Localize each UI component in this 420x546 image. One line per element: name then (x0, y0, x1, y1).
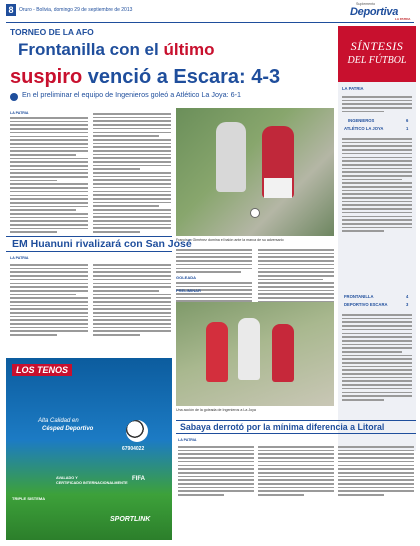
page-header (0, 0, 420, 22)
main-photo-caption: Francisco Giménez domina el balón ante la marca de su adversario (176, 238, 284, 242)
ad-tagline-2: Césped Deportivo (42, 426, 94, 432)
player-b (238, 318, 260, 380)
ad-triple-system: TRIPLE SISTEMA (12, 496, 46, 501)
ball (250, 208, 260, 218)
headline-2-text: venció a Escara: 4-3 (82, 66, 281, 88)
main-story-column-2 (93, 111, 171, 235)
player-a (206, 322, 228, 382)
score-goals-frontanilla: 4 (406, 294, 409, 299)
bottom-headline: Sabaya derrotó por la mínima diferencia a Litoral (180, 422, 385, 432)
main-story-column-1 (10, 111, 88, 235)
subhead-preliminar: PRELIMINAR (176, 288, 201, 293)
secondary-headline-bar (6, 236, 192, 252)
ad-tagline: Alta Calidad en (38, 418, 79, 424)
player-left (216, 122, 246, 192)
ad-badge-1: AVALADO Y (56, 476, 78, 480)
player-right-shorts (264, 178, 292, 198)
section-title: TORNEO DE LA AFO (10, 27, 94, 37)
ad-soccer-ball (126, 420, 148, 442)
player-c (272, 324, 294, 382)
secondary-byline: LA PATRIA (10, 256, 29, 260)
sidebar-title-1: SÍNTESIS (350, 39, 404, 53)
brand-subtitle: LA PATRIA (395, 17, 411, 21)
header-rule (6, 22, 414, 23)
bottom-byline: LA PATRIA (178, 438, 197, 442)
secondary-headline: EM Huanuni rivalizará con San José (12, 238, 192, 250)
ad-phone: 67904022 (122, 446, 145, 452)
page-number: 8 (6, 4, 16, 16)
headline-2-highlight: suspiro (10, 66, 83, 88)
ad-badge-2: CERTIFICADO INTERNACIONALMENTE (56, 481, 128, 485)
score-team-ingenieros: INGENIEROS (348, 118, 375, 123)
sidebar-title-2: DEL FÚTBOL (347, 55, 407, 66)
ad-sportlink: SPORTLINK (110, 516, 151, 523)
second-photo (176, 302, 334, 406)
score-team-la-joya: ATLÉTICO LA JOYA (344, 126, 384, 131)
headline-1-highlight: último (163, 40, 215, 59)
deck-badge (10, 93, 18, 101)
sidebar-text-block-1 (342, 94, 412, 115)
sidebar-text-block-2 (342, 136, 412, 234)
sidebar-byline: LA PATRIA (342, 86, 364, 91)
subhead-goleada: GOLEADA (176, 274, 196, 280)
main-photo (176, 108, 334, 236)
bottom-column-3 (338, 444, 414, 498)
deck: En el preliminar el equipo de Ingenieros goleó a Atlético La Joya: 6-1 (22, 90, 241, 99)
dateline: Oruro - Bolivia, domingo 29 de septiembre de 2013 (19, 7, 133, 13)
main-byline: LA PATRIA (10, 111, 29, 115)
score-goals-la-joya: 1 (406, 126, 409, 131)
second-photo-caption: Una acción de la goleada de Ingenieros a La Joya (176, 408, 256, 412)
ad-block (6, 358, 172, 540)
score-goals-ingenieros: 6 (406, 118, 409, 123)
sidebar (338, 26, 416, 451)
secondary-column-2 (93, 262, 171, 338)
headline-1-text: Frontanilla con el (18, 40, 164, 59)
sidebar-title-box (338, 26, 416, 82)
bottom-column-2 (258, 444, 334, 498)
score-goals-escara: 3 (406, 302, 409, 307)
score-team-frontanilla: FRONTANILLA (344, 294, 374, 299)
main-headline-line-2 (10, 66, 280, 89)
sidebar-text-block-3 (342, 312, 412, 403)
ad-fifa: FIFA (132, 476, 145, 482)
score-team-escara: DEPORTIVO ESCARA (344, 302, 388, 307)
supplement-label: Suplemento (356, 2, 376, 6)
main-story-column-4 (258, 247, 334, 308)
bottom-headline-bar (176, 420, 416, 434)
ad-brand: LOS TENOS (12, 364, 72, 376)
brand-logo: Deportiva (350, 6, 399, 18)
secondary-column-1 (10, 262, 88, 338)
bottom-column-1 (178, 444, 254, 498)
main-headline-line-1 (18, 40, 214, 60)
